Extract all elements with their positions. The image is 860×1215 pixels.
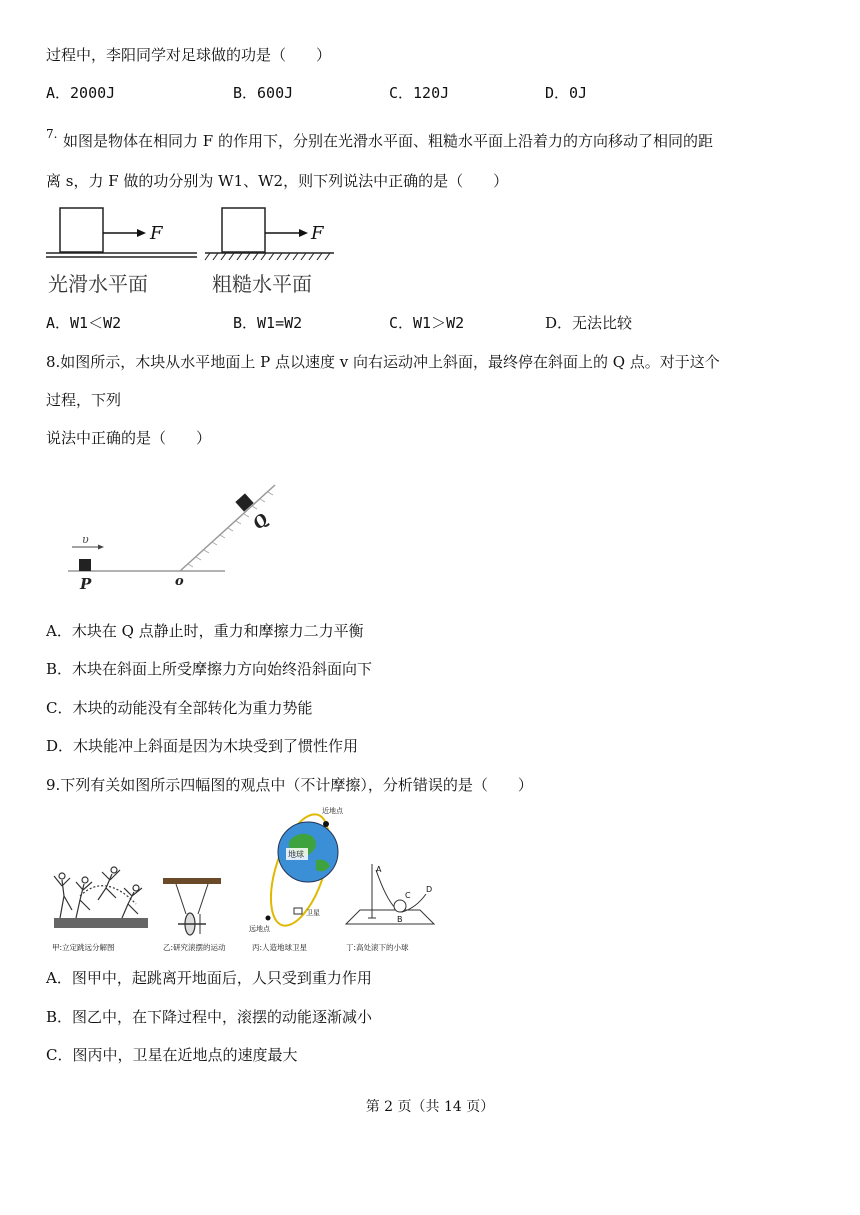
q7-option-a: A．W1＜W2: [46, 314, 122, 332]
q8-figure: [60, 475, 290, 595]
block-rough: [222, 208, 265, 252]
caption-yi: 乙:研究滚摆的运动: [163, 943, 226, 952]
q6-option-b: B．600J: [233, 84, 294, 102]
perigee-point: [323, 821, 329, 827]
q8-line1: 8.如图所示，木块从水平地面上 P 点以速度 v 向右运动冲上斜面，最终停在斜面上的 Q 点。对于这个: [46, 353, 720, 371]
caption-jia: 甲:立定跳远分解图: [52, 943, 115, 952]
jumper-1: [54, 876, 72, 918]
jumper-4: [122, 888, 142, 918]
q8-line3: 说法中正确的是（ ）: [46, 429, 212, 447]
jump-trajectory: [80, 886, 136, 904]
q7-option-d: D．无法比较: [545, 314, 633, 332]
block-smooth: [60, 208, 103, 252]
q8-option-d: D．木块能冲上斜面是因为木块受到了惯性作用: [46, 737, 359, 755]
q8-option-c: C．木块的动能没有全部转化为重力势能: [46, 699, 313, 717]
q7-option-c: C．W1＞W2: [389, 314, 465, 332]
ball-base-plate: [346, 910, 434, 924]
q9-option-a: A．图甲中，起跳离开地面后，人只受到重力作用: [46, 969, 372, 987]
q9-figure: [50, 800, 450, 960]
q7-number: 7.: [46, 127, 58, 141]
jump-ground: [54, 918, 148, 928]
jumper-head-4: [133, 885, 139, 891]
force-label-smooth: F: [150, 223, 163, 244]
wheel-support-beam: [163, 878, 221, 884]
q9-option-c: C．图丙中，卫星在近地点的速度最大: [46, 1046, 298, 1064]
ball-label-b: B: [397, 915, 403, 924]
perigee-label: 近地点: [322, 807, 343, 815]
block-q: [235, 493, 253, 511]
jumper-head-3: [111, 867, 117, 873]
ball-label-a: A: [376, 865, 382, 874]
q8-line2: 过程，下列: [46, 391, 122, 409]
rough-hatching: [205, 253, 330, 260]
force-label-rough: F: [311, 223, 324, 244]
arrowhead-smooth: [137, 229, 146, 237]
apogee-point: [266, 916, 271, 921]
point-p-label: P: [80, 575, 92, 593]
wheel-string-left: [176, 884, 186, 914]
satellite-figure: [249, 806, 344, 933]
smooth-surface-diagram: [46, 208, 197, 257]
q6-stem-tail: 过程中，李阳同学对足球做的功是（ ）: [46, 46, 332, 64]
q6-option-c: C．120J: [389, 84, 450, 102]
caption-bing: 丙:人造地球卫星: [252, 943, 308, 952]
jumper-head-2: [82, 877, 88, 883]
q6-option-a: A．2000J: [46, 84, 116, 102]
long-jump-figure: [54, 867, 148, 928]
velocity-arrowhead: [98, 545, 104, 550]
satellite-body: [294, 908, 302, 914]
jumper-2: [76, 882, 92, 918]
wheel-string-right: [198, 884, 208, 914]
ball-label-d: D: [426, 885, 433, 894]
jumper-head-1: [59, 873, 65, 879]
point-q-label: Q: [248, 509, 272, 534]
satellite-label: 卫星: [306, 909, 320, 917]
q7-line2: 离 s，力 F 做的功分别为 W1、W2，则下列说法中正确的是（ ）: [46, 172, 509, 190]
ball: [394, 900, 406, 912]
ball-label-c: C: [405, 891, 411, 900]
rolling-ball-figure: [346, 864, 434, 924]
caption-rough: 粗糙水平面: [212, 272, 312, 296]
q7-line1: 如图是物体在相同力 F 的作用下，分别在光滑水平面、粗糙水平面上沿着力的方向移动了相同的距: [63, 132, 713, 150]
rough-surface-diagram: [205, 208, 334, 260]
maxwell-wheel-figure: [163, 878, 221, 935]
velocity-label: υ: [82, 533, 89, 546]
q8-option-a: A．木块在 Q 点静止时，重力和摩擦力二力平衡: [46, 622, 364, 640]
arrowhead-rough: [299, 229, 308, 237]
q9-option-b: B．图乙中，在下降过程中，滚摆的动能逐渐减小: [46, 1008, 373, 1026]
caption-smooth: 光滑水平面: [48, 272, 148, 296]
q7-option-b: B．W1=W2: [233, 314, 303, 332]
q8-option-b: B．木块在斜面上所受摩擦力方向始终沿斜面向下: [46, 660, 373, 678]
block-p: [79, 559, 91, 571]
jumper-3: [98, 870, 120, 900]
point-o-label: o: [175, 574, 184, 589]
apogee-label: 远地点: [249, 925, 270, 933]
page-footer: 第 2 页（共 14 页）: [365, 1099, 495, 1115]
q9-line1: 9.下列有关如图所示四幅图的观点中（不计摩擦），分析错误的是（ ）: [46, 776, 533, 794]
q6-option-d: D．0J: [545, 84, 588, 102]
caption-ding: 丁:高处滚下的小球: [346, 943, 409, 952]
q7-figure: [44, 203, 344, 299]
earth-label: 地球: [288, 850, 304, 859]
